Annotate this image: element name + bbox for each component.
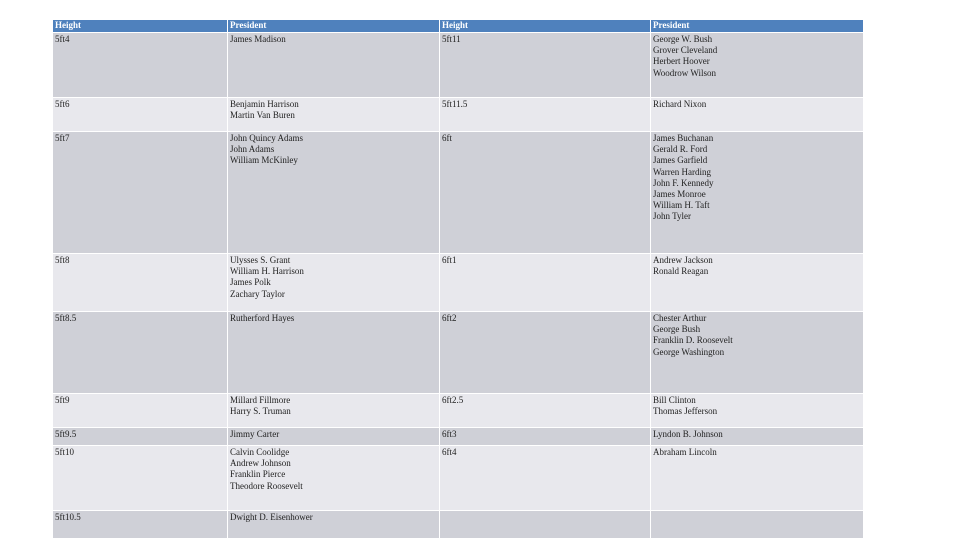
president-cell [651, 312, 864, 394]
table-row [53, 428, 864, 446]
height-cell: 5ft11 [440, 33, 651, 98]
header-president-1: President [228, 20, 440, 33]
height-cell: 5ft7 [53, 132, 228, 254]
president-name: William McKinley [230, 155, 298, 166]
president-name: Lyndon B. Johnson [653, 429, 723, 439]
table-row [53, 312, 864, 394]
president-name: Franklin D. Roosevelt [653, 335, 733, 346]
height-cell: 6ft [440, 132, 651, 254]
header-row [53, 20, 864, 33]
president-name: Warren Harding [653, 166, 711, 177]
president-name: John Quincy Adams [230, 133, 303, 143]
president-cell [228, 428, 440, 446]
president-name: Ulysses S. Grant [230, 255, 291, 265]
president-name: Richard Nixon [653, 99, 707, 109]
president-name: Grover Cleveland [653, 45, 718, 56]
height-cell: 6ft4 [440, 446, 651, 511]
header-height-1: Height [53, 20, 228, 33]
president-name: Millard Fillmore [230, 395, 291, 405]
president-name: Rutherford Hayes [230, 313, 295, 323]
president-name: George Bush [653, 324, 701, 335]
president-name: Theodore Roosevelt [230, 480, 303, 491]
president-name: Bill Clinton [653, 395, 696, 405]
president-name: James Monroe [653, 189, 706, 200]
president-cell [651, 98, 864, 132]
president-name: James Polk [230, 277, 271, 288]
president-cell [651, 511, 864, 539]
height-cell: 6ft2.5 [440, 394, 651, 428]
president-name: Harry S. Truman [230, 406, 291, 417]
president-name: Abraham Lincoln [653, 447, 717, 457]
president-cell [228, 98, 440, 132]
president-name: James Garfield [653, 155, 708, 166]
president-cell [228, 254, 440, 312]
president-cell [228, 312, 440, 394]
height-cell: 6ft3 [440, 428, 651, 446]
height-cell: 6ft2 [440, 312, 651, 394]
president-name: John Tyler [653, 211, 691, 222]
president-name: Herbert Hoover [653, 56, 710, 67]
president-cell [228, 394, 440, 428]
header-height-2: Height [440, 20, 651, 33]
president-name: Andrew Jackson [653, 255, 713, 265]
president-name: John F. Kennedy [653, 177, 714, 188]
president-name: Calvin Coolidge [230, 447, 290, 457]
table-row [53, 394, 864, 428]
height-cell: 5ft8.5 [53, 312, 228, 394]
president-name: John Adams [230, 144, 275, 155]
table-body [53, 33, 864, 539]
president-name: Ronald Reagan [653, 266, 709, 277]
president-cell [228, 511, 440, 539]
president-cell [651, 254, 864, 312]
president-cell [228, 33, 440, 98]
table-row [53, 446, 864, 511]
president-cell [651, 446, 864, 511]
president-name: Benjamin Harrison [230, 99, 299, 109]
president-name: James Buchanan [653, 133, 714, 143]
height-cell [440, 511, 651, 539]
president-name: Martin Van Buren [230, 110, 295, 121]
header-president-2: President [651, 20, 864, 33]
president-cell [651, 33, 864, 98]
president-cell [651, 394, 864, 428]
president-name: Gerald R. Ford [653, 144, 708, 155]
president-cell [228, 446, 440, 511]
height-cell: 5ft10 [53, 446, 228, 511]
table-row [53, 33, 864, 98]
president-name: William H. Harrison [230, 266, 304, 277]
president-name: Zachary Taylor [230, 288, 285, 299]
table-row [53, 254, 864, 312]
table-row [53, 132, 864, 254]
president-name: Chester Arthur [653, 313, 707, 323]
height-cell: 5ft8 [53, 254, 228, 312]
president-name: James Madison [230, 34, 286, 44]
president-name: Woodrow Wilson [653, 67, 716, 78]
president-name: Dwight D. Eisenhower [230, 512, 313, 522]
presidents-height-table [52, 19, 864, 539]
president-name: Andrew Johnson [230, 458, 291, 469]
president-name: Thomas Jefferson [653, 406, 718, 417]
height-cell: 6ft1 [440, 254, 651, 312]
height-cell: 5ft9 [53, 394, 228, 428]
height-cell: 5ft11.5 [440, 98, 651, 132]
president-name: George W. Bush [653, 34, 713, 44]
height-cell: 5ft4 [53, 33, 228, 98]
table-row [53, 98, 864, 132]
president-name: Franklin Pierce [230, 469, 286, 480]
president-name: Jimmy Carter [230, 429, 280, 439]
president-cell [651, 132, 864, 254]
table-row [53, 511, 864, 539]
president-cell [228, 132, 440, 254]
height-cell: 5ft9.5 [53, 428, 228, 446]
president-name: William H. Taft [653, 200, 710, 211]
height-cell: 5ft6 [53, 98, 228, 132]
president-name: George Washington [653, 346, 725, 357]
height-cell: 5ft10.5 [53, 511, 228, 539]
president-cell [651, 428, 864, 446]
